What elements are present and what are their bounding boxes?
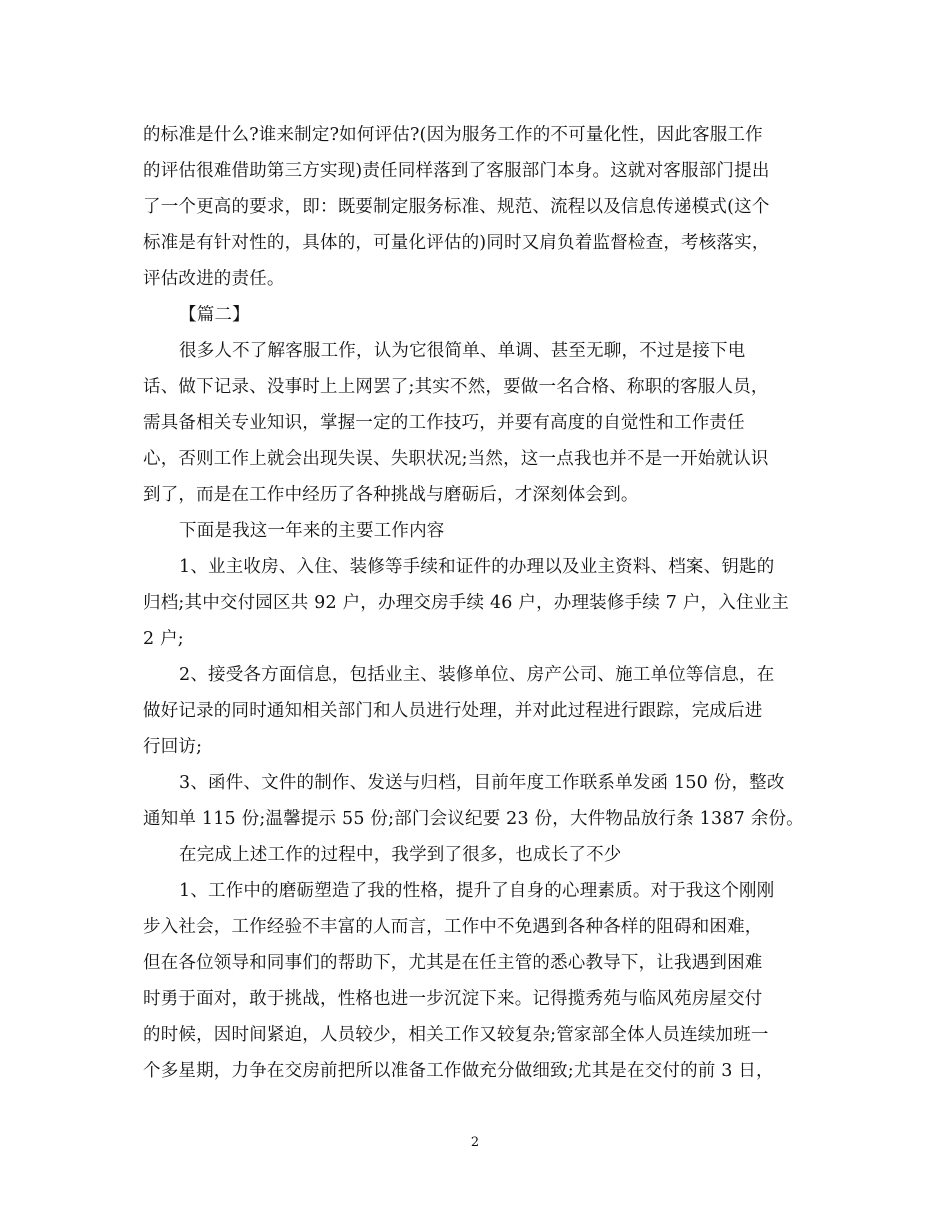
text-line: 1、工作中的磨砺塑造了我的性格，提升了自身的心理素质。对于我这个刚刚 <box>179 881 775 901</box>
text-line: 2 户; <box>143 629 184 649</box>
text-line: 通知单 115 份;温馨提示 55 份;部门会议纪要 23 份，大件物品放行条 1387 余份。 <box>143 809 804 829</box>
text-line: 话、做下记录、没事时上上网罢了;其实不然，要做一名合格、称职的客服人员， <box>143 377 769 397</box>
text-line: 步入社会，工作经验不丰富的人而言，工作中不免遇到各种各样的阻碍和困难， <box>143 917 763 937</box>
text-line: 行回访; <box>143 737 203 757</box>
text-line: 时勇于面对，敢于挑战，性格也进一步沉淀下来。记得揽秀苑与临风苑房屋交付 <box>143 989 763 1009</box>
text-line: 的标准是什么?谁来制定?如何评估?(因为服务工作的不可量化性，因此客服工作 <box>143 125 763 145</box>
text-line: 但在各位领导和同事们的帮助下，尤其是在任主管的悉心教导下，让我遇到困难 <box>143 953 763 973</box>
text-line: 归档;其中交付园区共 92 户，办理交房手续 46 户，办理装修手续 7 户，入住业主 <box>143 593 790 613</box>
page-number: 2 <box>470 1135 480 1150</box>
text-line: 心，否则工作上就会出现失误、失职状况;当然，这一点我也并不是一开始就认识 <box>143 449 769 469</box>
text-line: 下面是我这一年来的主要工作内容 <box>179 521 445 541</box>
text-line: 2、接受各方面信息，包括业主、装修单位、房产公司、施工单位等信息，在 <box>179 665 775 685</box>
body-text <box>143 117 807 1089</box>
text-line: 个多星期，力争在交房前把所以准备工作做充分做细致;尤其是在交付的前 3 日， <box>143 1061 774 1081</box>
text-line: 到了，而是在工作中经历了各种挑战与磨砺后，才深刻体会到。 <box>143 485 639 505</box>
text-line: 了一个更高的要求，即：既要制定服务标准、规范、流程以及信息传递模式(这个 <box>143 197 770 217</box>
text-line: 1、业主收房、入住、装修等手续和证件的办理以及业主资料、档案、钥匙的 <box>179 557 775 577</box>
text-line: 做好记录的同时通知相关部门和人员进行处理，并对此过程进行跟踪，完成后进 <box>143 701 763 721</box>
text-line: 的评估很难借助第三方实现)责任同样落到了客服部门本身。这就对客服部门提出 <box>143 161 770 181</box>
text-line: 标准是有针对性的，具体的，可量化评估的)同时又肩负着监督检查，考核落实， <box>143 233 770 253</box>
text-line: 评估改进的责任。 <box>143 269 285 289</box>
section-heading: 【篇二】 <box>179 305 250 325</box>
text-line: 需具备相关专业知识，掌握一定的工作技巧，并要有高度的自觉性和工作责任 <box>143 413 745 433</box>
text-line: 的时候，因时间紧迫，人员较少，相关工作又较复杂;管家部全体人员连续加班一 <box>143 1025 769 1045</box>
text-line: 很多人不了解客服工作，认为它很简单、单调、甚至无聊，不过是接下电 <box>179 341 746 361</box>
text-line: 3、函件、文件的制作、发送与归档，目前年度工作联系单发函 150 份，整改 <box>179 773 785 793</box>
text-line: 在完成上述工作的过程中，我学到了很多，也成长了不少 <box>179 845 622 865</box>
